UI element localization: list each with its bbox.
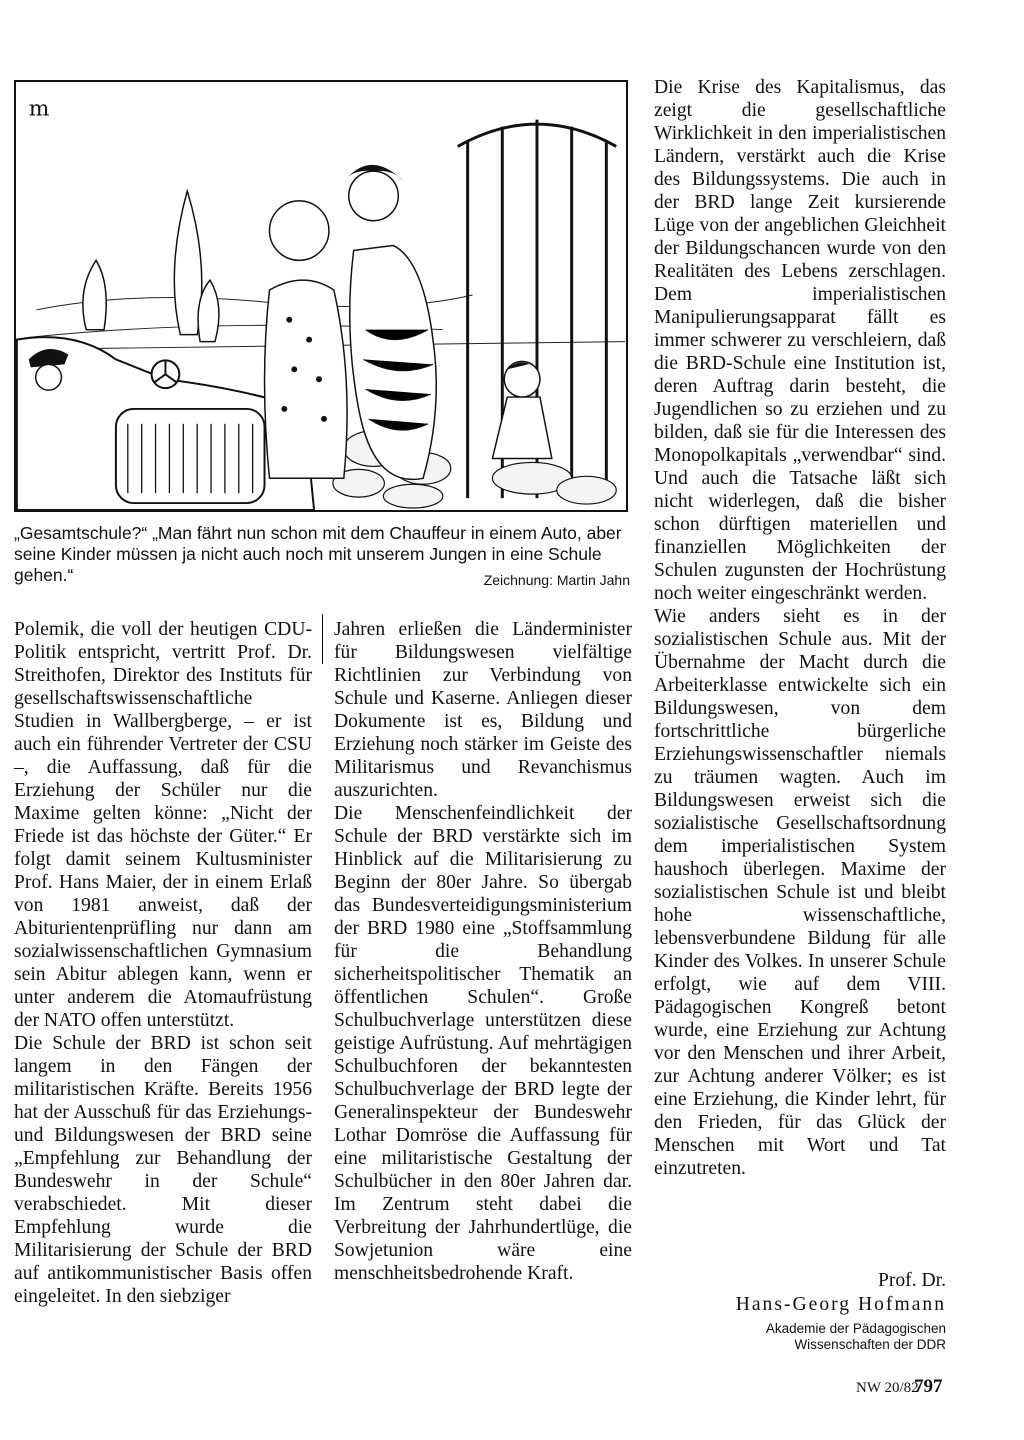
text-column-left: [14, 618, 312, 1308]
paragraph: Jahren erließen die Länderminister für Bildungswesen vielfältige Richtlinien zur Verbindung von Schule und Kaserne. Anliegen dieser Dokumente ist es, Bildung und Erziehung noch stärker im Geiste des Militarismus und Revanchismus auszurichten.: [334, 619, 632, 801]
cartoon-illustration: [14, 80, 628, 512]
cartoon-drawing: [16, 82, 626, 510]
paragraph: Polemik, die voll der heutigen CDU-Politik entspricht, vertritt Prof. Dr. Streithofen, Direktor des Instituts für gesellschaftswissenschaftliche Studien in Wallbergberge, – er ist auch ein führender Vertreter der CSU –, die Auffassung, daß für die Erziehung der Schüler nur die Maxime gelten könne: „Nicht der Friede ist das höchste der Güter.“ Er folgt damit seinem Kultusminister Prof. Hans Maier, der in einem Erlaß von 1981 anweist, daß der Abiturientenprüfling nur dann am sozialwissenschaftlichen Gymnasium sein Abitur ablegen kann, wenn er unter anderem die Atomaufrüstung der NATO offen unterstützt.: [14, 619, 312, 1031]
cartoon-caption: „Gesamtschule?“ „Man fährt nun schon mit dem Chauffeur in einem Auto, aber seine Kinder müssen ja nicht auch noch mit unserem Jungen in eine Schule gehen.“: [14, 523, 622, 585]
author-name: Hans-Georg Hofmann: [735, 1294, 946, 1315]
author-title: Prof. Dr.: [877, 1270, 946, 1291]
artist-monogram: m: [28, 96, 50, 122]
paragraph: Die Menschenfeindlichkeit der Schule der BRD verstärkte sich im Hinblick auf die Militarisierung zu Beginn der 80er Jahre. So übergab das Bundesverteidigungsministerium der BRD 1980 eine „Stoffsammlung für die Behandlung sicherheitspolitischer Thematik an öffentlichen Schulen“. Große Schulbuchverlage unterstützen diese geistige Aufrüstung. Auf mehrtägigen Schulbuchforen der bekanntesten Schulbuchverlage der BRD legte der Generalinspekteur der Bundeswehr Lothar Domröse die Auffassung für eine militaristische Gestaltung der Schulbücher in den 80er Jahren dar. Im Zentrum steht dabei die Verbreitung der Jahrhundertlüge, die Sowjetunion wäre eine menschheitsbedrohende Kraft.: [334, 803, 632, 1284]
text-column-middle: [334, 618, 632, 1285]
author-affiliation: [766, 1321, 946, 1353]
text-column-right: [654, 76, 946, 1180]
paragraph: Die Schule der BRD ist schon seit langem in den Fängen der militaristischen Kräfte. Bereits 1956 hat der Ausschuß für das Erziehungs- und Bildungswesen der BRD seine „Empfehlung zur Behandlung der Bundeswehr in der Schule“ verabschiedet. Mit dieser Empfehlung wurde die Militarisierung der Schule der BRD auf antikommunistischer Basis offen eingeleitet. In den siebziger: [14, 1033, 312, 1307]
paragraph: Die Krise des Kapitalismus, das zeigt die gesellschaftliche Wirklichkeit in den imperialistischen Ländern, verstärkt auch die Krise des Bildungssystems. Die auch in der BRD lange Zeit kursierende Lüge von der angeblichen Gleichheit der Bildungschancen wurde von den Realitäten des Lebens zerschlagen. Dem imperialistischen Manipulierungsapparat fällt es immer schwerer zu verschleiern, daß die BRD-Schule eine Institution ist, deren Auftrag darin besteht, die Jugendlichen so zu erziehen und zu bilden, daß sie für die Interessen des Monopolkapitals „verwendbar“ sind. Und auch die Tatsache läßt sich nicht widerlegen, daß die bisher schon dürftigen materiellen und finanziellen Möglichkeiten der Schulen zugunsten der Hochrüstung noch weiter eingeschränkt werden.: [654, 77, 946, 604]
affiliation-line: Wissenschaften der DDR: [794, 1337, 946, 1352]
column-divider: [322, 614, 323, 664]
affiliation-line: Akademie der Pädagogischen: [765, 1321, 946, 1336]
paragraph: Wie anders sieht es in der sozialistischen Schule aus. Mit der Übernahme der Macht durch die Arbeiterklasse entwickelte sich ein Bildungswesen, von dem fortschrittliche bürgerliche Erziehungswissenschaftler niemals zu träumen wagten. Auch im Bildungswesen erweist sich die sozialistische Gesellschaftsordnung dem imperialistischen System haushoch überlegen. Maxime der sozialistischen Schule ist und bleibt hohe wissenschaftliche, lebensverbundene Bildung für alle Kinder des Volkes. In unserer Schule erfolgt, wie auf dem VIII. Pädagogischen Kongreß betont wurde, eine Erziehung zur Achtung vor den Menschen und ihrer Arbeit, zur Achtung anderer Völker; es ist eine Erziehung, die Kinder lehrt, für den Frieden, für das Glück der Menschen mit Wort und Tat einzutreten.: [654, 606, 946, 1179]
issue-code: NW 20/82: [856, 1380, 919, 1396]
page-number: 797: [914, 1376, 943, 1397]
illustration-credit: Zeichnung: Martin Jahn: [483, 572, 630, 588]
